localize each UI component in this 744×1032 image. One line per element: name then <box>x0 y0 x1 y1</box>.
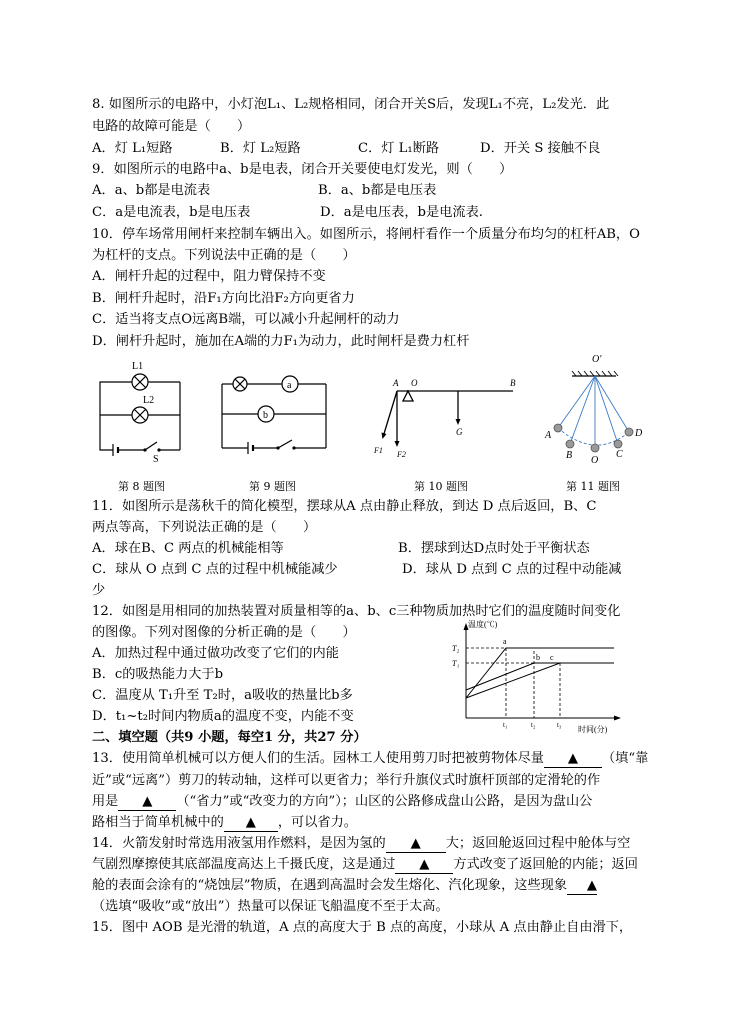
series-c-line <box>466 663 614 698</box>
q14-line2-text: 气剧烈摩擦使其底部温度高达上千摄氏度，这是通过 <box>92 857 396 872</box>
fig10-label-b: B <box>510 378 516 388</box>
q14-blank-2: ▲ <box>395 856 453 874</box>
q10-option-d: D．闸杆升起时，施加在A端的力F₁为动力，此时闸杆是费力杠杆 <box>92 334 470 349</box>
q11-option-a: A．球在B、C 两点的机械能相等 <box>92 541 284 556</box>
q13-line4-tail: ，可以省力。 <box>277 815 357 830</box>
figure-9-circuit <box>220 368 330 458</box>
q10-stem-line2: 为杠杆的支点。下列说法中正确的是（ ） <box>92 248 356 263</box>
q14-line3-text: 舱的表面会涂有的“烧蚀层”物质，在遇到高温时会发生熔化、汽化现象，这些现象 <box>92 878 568 893</box>
q12-option-d: D．t₁~t₂时间内物质a的温度不变，内能不变 <box>92 709 354 724</box>
fig10-label-a: A <box>393 378 399 388</box>
figure-10-lever <box>365 375 525 465</box>
q14-line1-text: 14．火箭发射时常选用液氢用作燃料，是因为氢的 <box>92 836 386 851</box>
q14-line3 <box>92 877 597 895</box>
fig9-label-a: a <box>287 380 292 391</box>
q12-option-b: B．c的吸热能力大于b <box>92 667 224 682</box>
q8-stem-line2: 电路的故障可能是（ ） <box>92 119 251 134</box>
fig11-label-b: B <box>566 450 573 461</box>
ball-b-icon <box>566 440 574 448</box>
graph-ylabel: 温度(℃) <box>468 620 498 629</box>
q8-option-d: D．开关 S 接触不良 <box>480 141 601 156</box>
q9-option-a: A．a、b都是电流表 <box>92 183 211 198</box>
series-a-label: a <box>503 637 507 646</box>
q13-line3-text: 用是 <box>92 794 119 809</box>
q13-blank-2: ▲ <box>118 793 176 811</box>
graph-y-tick-t2: T₂ <box>452 644 460 653</box>
fig11-label-d: D <box>635 428 643 439</box>
series-b-line <box>466 663 614 690</box>
q10-option-a: A．闸杆升起的过程中，阻力臂保持不变 <box>92 269 326 284</box>
fig11-label-c: C <box>616 449 623 460</box>
series-c-label: c <box>550 653 554 662</box>
q13-blank-3: ▲ <box>224 814 278 832</box>
figure-11-caption: 第 11 题图 <box>566 480 620 493</box>
fig10-label-g: G <box>456 427 463 437</box>
fig9-label-b: b <box>263 410 268 421</box>
q8-option-c: C．灯 L₁断路 <box>358 141 440 156</box>
q13-line3-tail: （“省力”或“改变力的方向”）；山区的公路修成盘山公路，是因为盘山公 <box>176 794 593 809</box>
q14-blank-3: ▲ <box>567 877 597 895</box>
q8-option-b: B．灯 L₂短路 <box>220 141 301 156</box>
ball-c-icon <box>614 440 622 448</box>
fig8-label-l1: L1 <box>132 361 144 372</box>
figure-8-circuit <box>95 360 195 465</box>
q12-stem-line2: 的图像。下列对图像的分析正确的是（ ） <box>92 625 356 640</box>
fig8-label-s: S <box>153 454 159 465</box>
q13-line2: 近”或“远离”）剪刀的转动轴，这样可以更省力；举行升旗仪式时旗杆顶部的定滑轮的作 <box>92 773 601 788</box>
q13-line4-text: 路相当于简单机械中的 <box>92 815 224 830</box>
graph-x-tick-t3: t₃ <box>557 721 562 729</box>
q12-option-c: C．温度从 T₁升至 T₂时，a吸收的热量比b多 <box>92 688 353 703</box>
q9-stem: 9．如图所示的电路中a、b是电表，闭合开关要使电灯发光，则（ ） <box>92 162 513 177</box>
q13-line4 <box>92 814 357 832</box>
fig10-label-f1: F1 <box>374 446 383 455</box>
q13-line3 <box>92 793 592 811</box>
lamp-l1-icon <box>132 374 148 390</box>
q10-option-b: B．闸杆升起时，沿F₁方向比沿F₂方向更省力 <box>92 291 355 306</box>
fig10-label-o: O <box>411 378 418 388</box>
q8-option-a: A．灯 L₁短路 <box>92 141 173 156</box>
q10-stem-line1: 10．停车场常用闸杆来控制车辆出入。如图所示，将闸杆看作一个质量分布均匀的杠杆AB，O <box>92 227 640 242</box>
q13-line1-text: 13．使用简单机械可以方便人们的生活。园林工人使用剪刀时把被剪物体尽量 <box>92 751 544 766</box>
graph-x-tick-t2: t₂ <box>531 721 536 729</box>
ball-o-icon <box>591 444 599 452</box>
q15-line1: 15．图中 AOB 是光滑的轨道，A 点的高度大于 B 点的高度，小球从 A 点由静止自由滑下， <box>92 920 633 935</box>
section-2-heading: 二、填空题（共9 小题，每空1 分，共27 分） <box>92 730 367 745</box>
q9-option-b: B．a、b都是电压表 <box>318 183 437 198</box>
q9-option-c: C．a是电流表，b是电压表 <box>92 205 251 220</box>
graph-x-tick-t1: t₁ <box>503 721 508 729</box>
q12-option-a: A．加热过程中通过做功改变了它们的内能 <box>92 646 339 661</box>
q14-line4: （选填“吸收”或“放出”）热量可以保证飞船温度不至于太高。 <box>92 899 449 914</box>
figure-10-caption: 第 10 题图 <box>414 480 468 493</box>
fig11-label-o-prime: O' <box>592 354 602 365</box>
q12-stem-line1: 12．如图是用相同的加热装置对质量相等的a、b、c三种物质加热时它们的温度随时间变化 <box>92 604 621 619</box>
q11-stem-line2: 两点等高，下列说法正确的是（ ） <box>92 520 317 535</box>
fig8-label-l2: L2 <box>143 395 155 406</box>
q14-line2 <box>92 856 638 874</box>
fig11-label-a: A <box>545 430 552 441</box>
q14-line1 <box>92 835 630 853</box>
q11-option-d-wrap: 少 <box>92 583 106 598</box>
q13-blank-1: ▲ <box>544 750 602 768</box>
q14-line2-tail: 方式改变了返回舱的内能；返回 <box>453 857 638 872</box>
graph-xlabel: 时间(分) <box>578 725 608 734</box>
figure-9-caption: 第 9 题图 <box>249 480 296 493</box>
ball-a-icon <box>554 424 562 432</box>
q8-stem-line1: 8. 如图所示的电路中，小灯泡L₁、L₂规格相同，闭合开关S后，发现L₁不亮，L₂发光．此 <box>92 97 610 112</box>
figure-8-caption: 第 8 题图 <box>118 480 165 493</box>
q14-blank-1: ▲ <box>386 835 446 853</box>
q11-option-c: C．球从 O 点到 C 点的过程中机械能减少 <box>92 562 338 577</box>
ball-d-icon <box>625 428 633 436</box>
q10-option-c: C．适当将支点O远离B端，可以减小升起闸杆的动力 <box>92 312 400 327</box>
q11-option-b: B．摆球到达D点时处于平衡状态 <box>398 541 590 556</box>
q11-stem-line1: 11．如图所示是荡秋千的简化模型，摆球从A 点由静止释放，到达 D 点后返回，B、C <box>92 499 597 514</box>
q13-line1-tail: （填“靠 <box>601 751 649 766</box>
fig11-label-o: O <box>591 455 599 466</box>
lamp-icon <box>233 377 247 391</box>
graph-y-tick-t1: T₁ <box>452 659 460 668</box>
q9-option-d: D．a是电压表，b是电流表. <box>320 205 483 220</box>
q12-temperature-graph <box>448 618 628 736</box>
q11-option-d: D．球从 D 点到 C 点的过程中动能减 <box>402 562 622 577</box>
q14-line1-tail: 大；返回舱返回过程中舱体与空 <box>445 836 631 851</box>
fig10-label-f2: F2 <box>397 450 406 459</box>
lamp-l2-icon <box>132 407 148 423</box>
series-b-label: b <box>536 653 540 662</box>
figure-11-pendulum <box>540 348 650 466</box>
q13-line1 <box>92 750 648 768</box>
series-a-line <box>466 648 614 698</box>
